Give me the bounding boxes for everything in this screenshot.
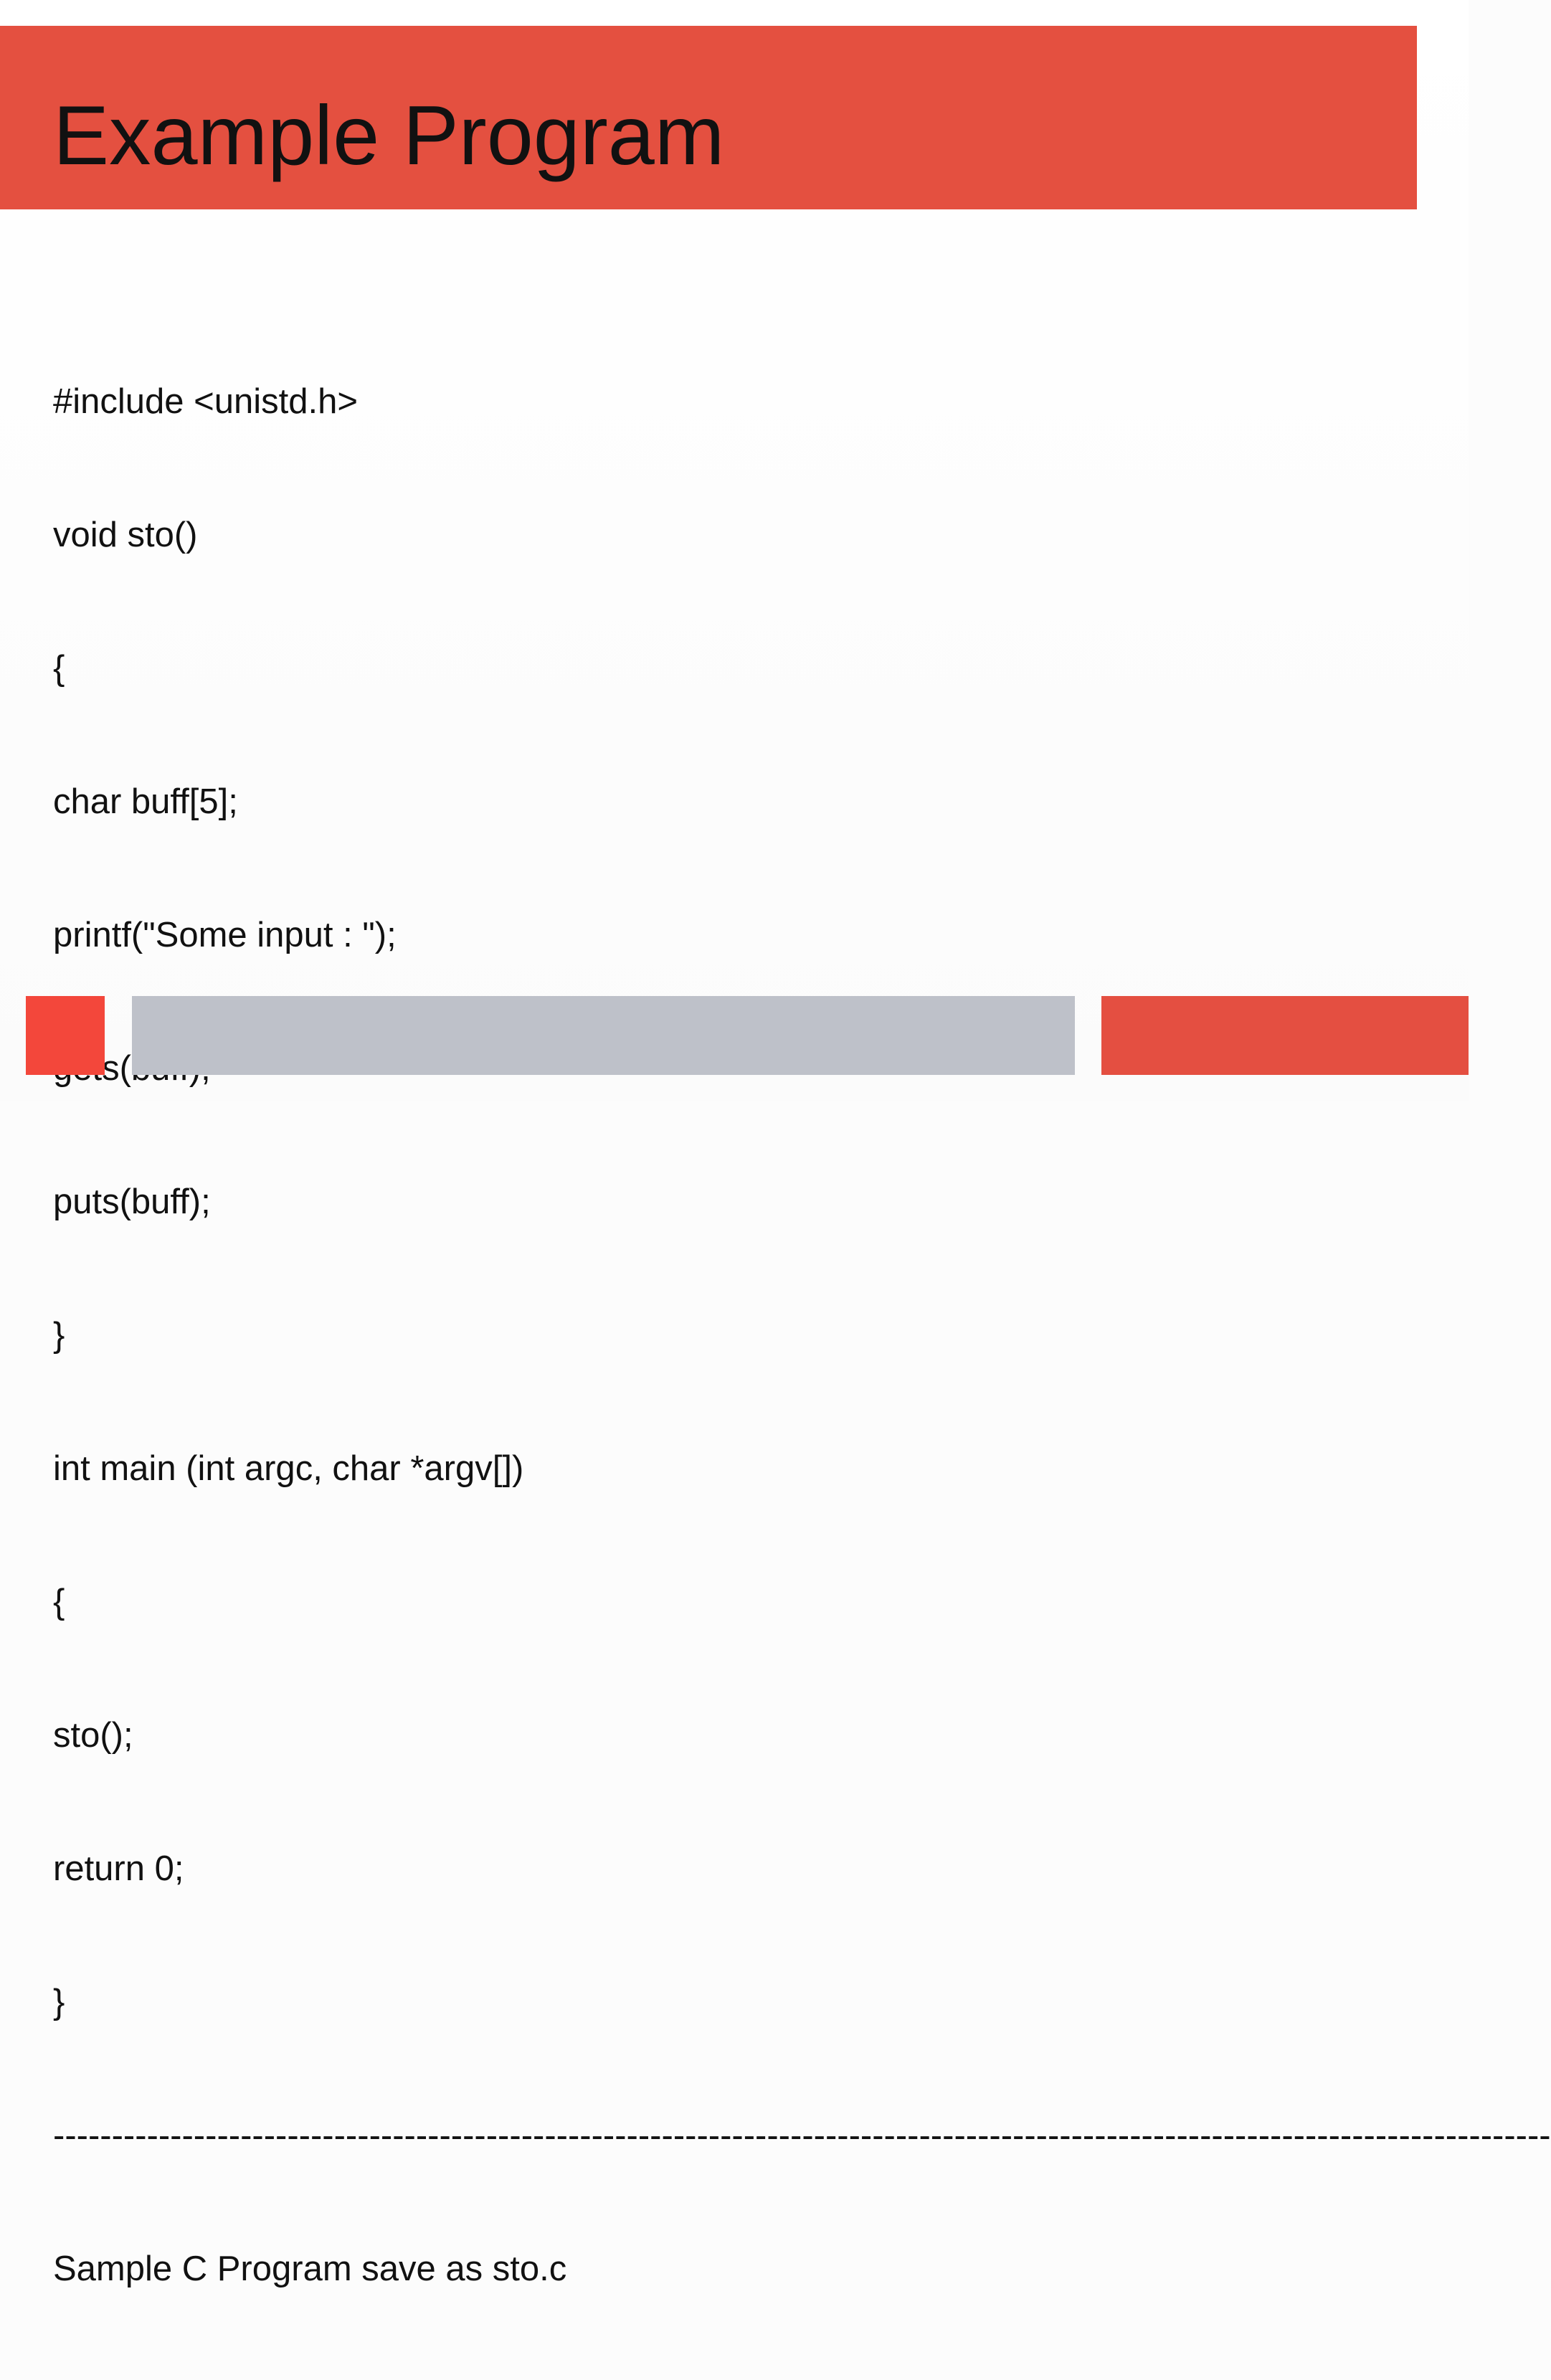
code-line-puts: puts(buff); [53, 1182, 211, 1221]
program-caption: Sample C Program save as sto.c [53, 2249, 567, 2288]
code-line-include: #include <unistd.h> [53, 382, 358, 421]
slide-title: Example Program [53, 88, 725, 182]
code-line-opening-brace: { [53, 649, 65, 688]
code-line-printf: printf("Some input : "); [53, 916, 397, 954]
footer-gray-bar [132, 996, 1075, 1075]
separator-line: -------------------------------------------------------------------------------------------------------------------------------- [53, 2116, 1551, 2155]
code-line-return: return 0; [53, 1849, 184, 1888]
code-line-buffer-declaration: char buff[5]; [53, 782, 238, 821]
footer-red-bar [1101, 996, 1469, 1075]
footer-red-square [26, 996, 105, 1075]
code-line-main-closing-brace: } [53, 1983, 65, 2021]
code-line-closing-brace: } [53, 1316, 65, 1355]
code-line-function-declaration: void sto() [53, 516, 198, 554]
code-line-main-opening-brace: { [53, 1583, 65, 1621]
code-line-main-declaration: int main (int argc, char *argv[]) [53, 1449, 524, 1488]
code-line-function-call: sto(); [53, 1716, 133, 1755]
code-block [53, 290, 1551, 2380]
